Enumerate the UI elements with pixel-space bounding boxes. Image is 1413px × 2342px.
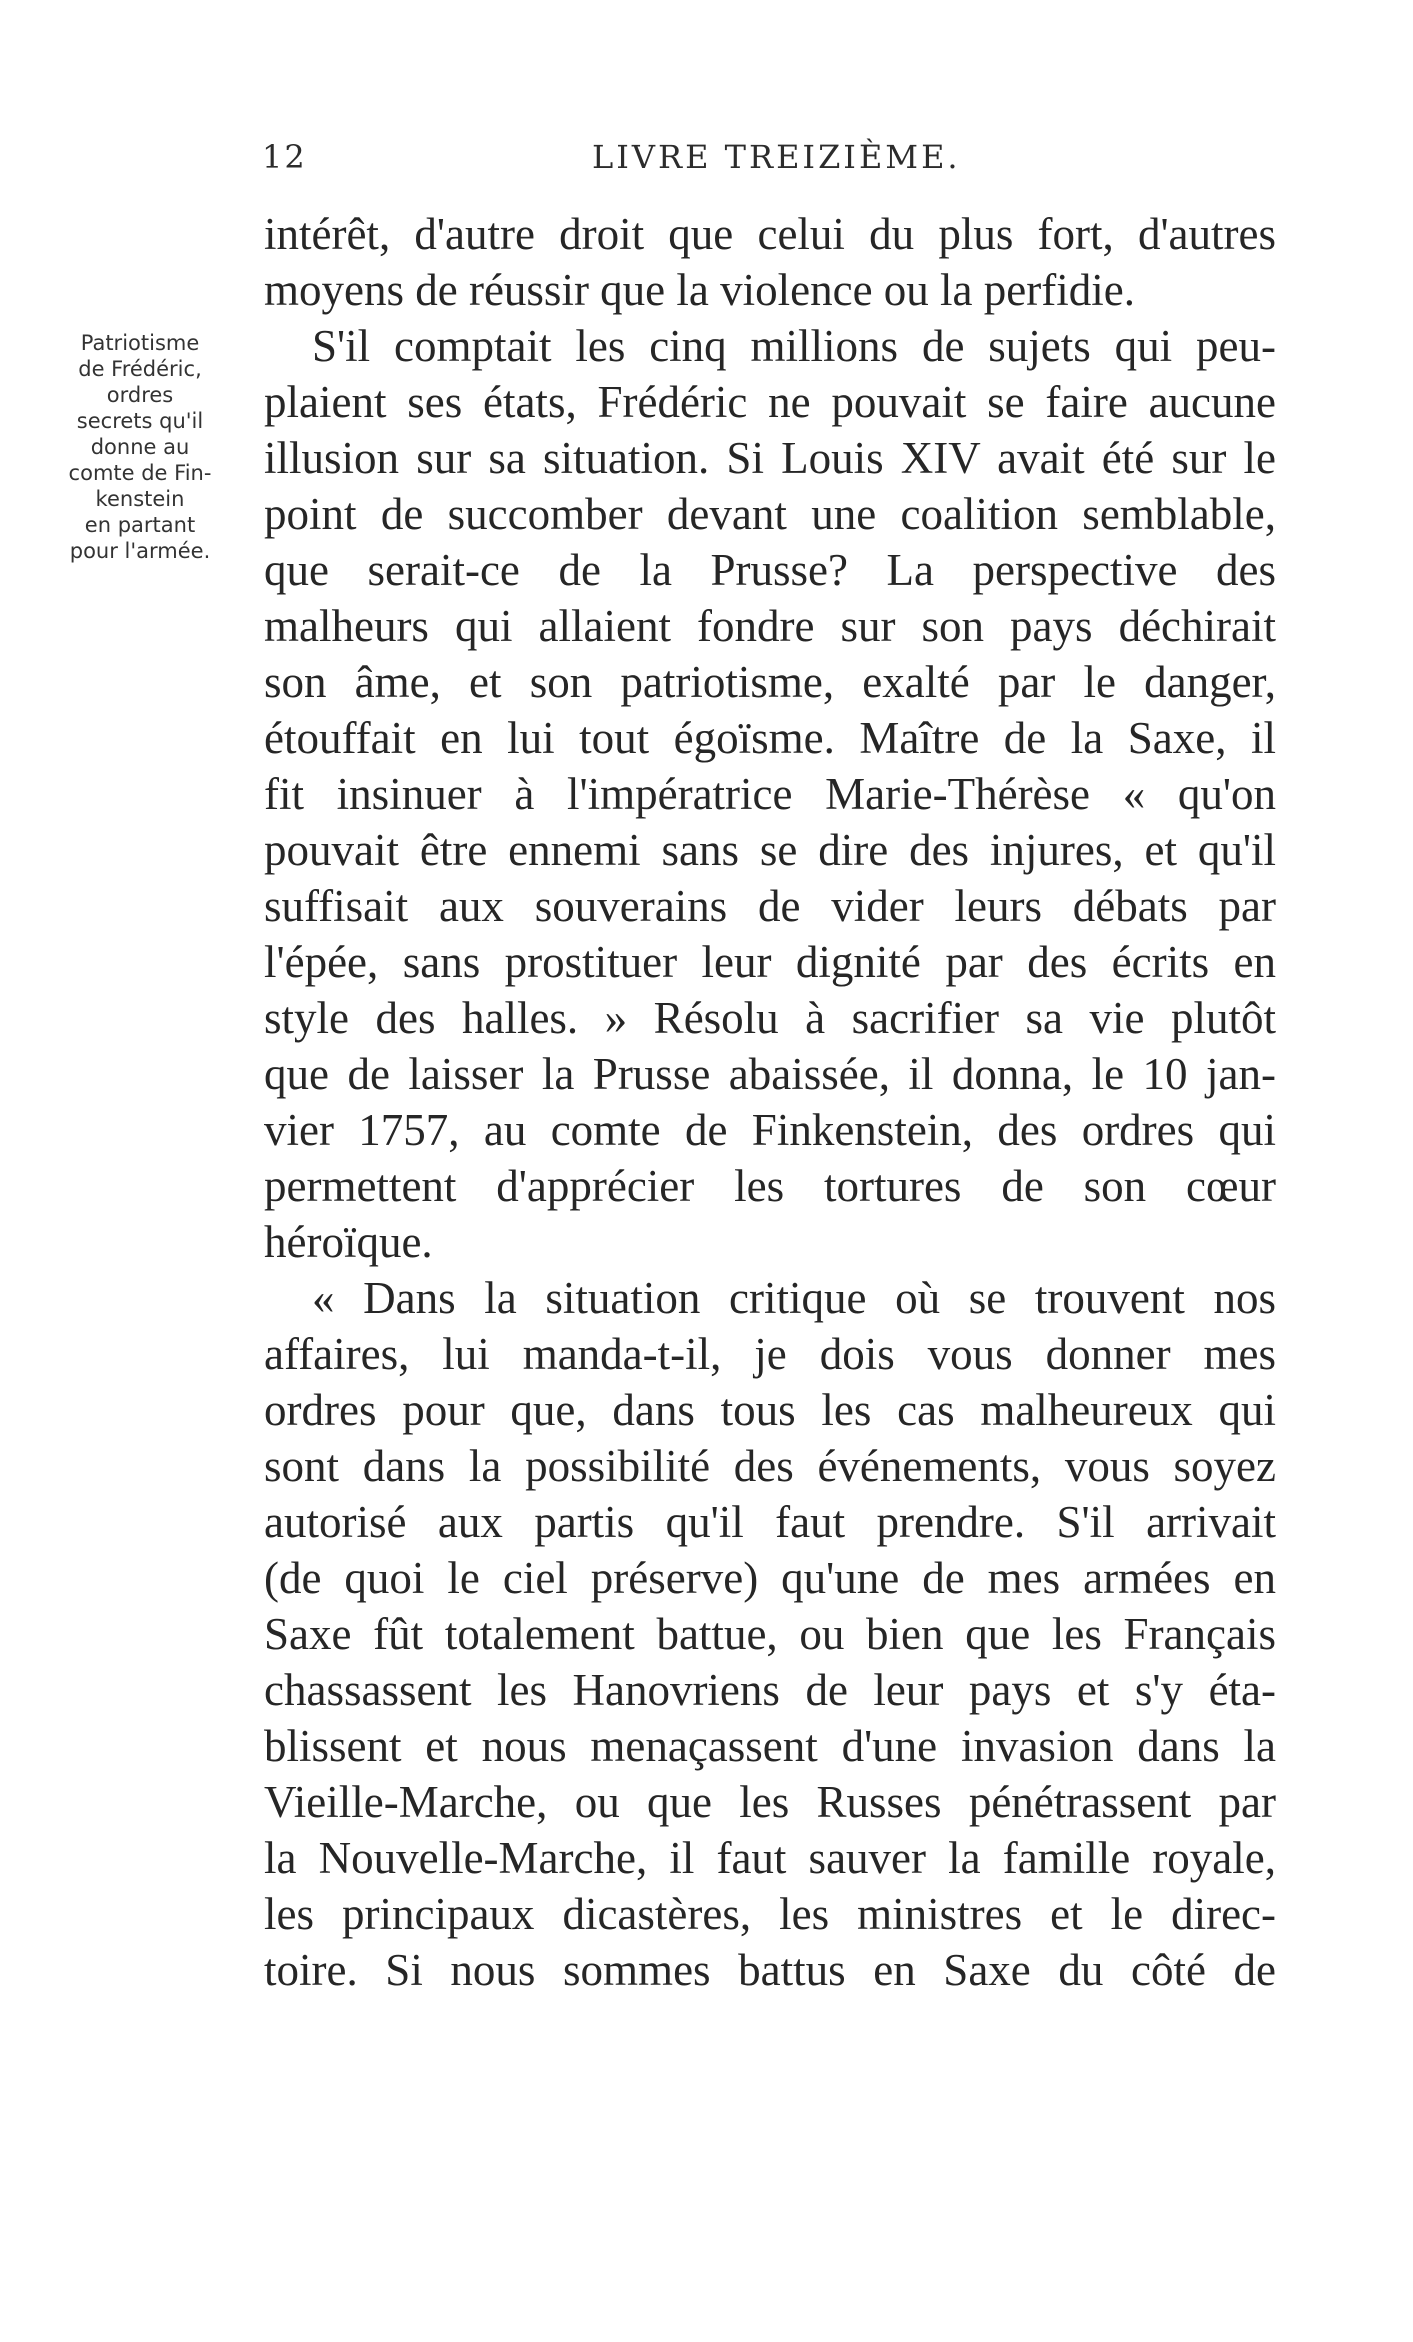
text-line: que serait-ce de la Prusse? La perspective des bbox=[264, 545, 1276, 595]
text-line: intérêt, d'autre droit que celui du plus fort, d'autres bbox=[264, 209, 1276, 259]
text-line: toire. Si nous sommes battus en Saxe du côté de bbox=[264, 1945, 1276, 1995]
margin-note-line: secrets qu'il bbox=[76, 409, 204, 433]
text-line: Saxe fût totalement battue, ou bien que les Français bbox=[264, 1609, 1276, 1659]
text-line: illusion sur sa situation. Si Louis XIV avait été sur le bbox=[264, 433, 1276, 483]
text-line: blissent et nous menaçassent d'une invasion dans la bbox=[264, 1721, 1276, 1771]
margin-note-line: donne au bbox=[90, 435, 190, 459]
text-line: (de quoi le ciel préserve) qu'une de mes armées en bbox=[264, 1553, 1276, 1603]
text-line: étouffait en lui tout égoïsme. Maître de la Saxe, il bbox=[264, 713, 1276, 763]
text-line: affaires, lui manda-t-il, je dois vous donner mes bbox=[264, 1329, 1276, 1379]
margin-note-line: Patriotisme bbox=[80, 331, 200, 355]
margin-note-line: ordres bbox=[106, 383, 174, 407]
text-line: fit insinuer à l'impératrice Marie-Thérèse « qu'on bbox=[264, 769, 1276, 819]
text-line: Vieille-Marche, ou que les Russes pénétrassent par bbox=[264, 1777, 1276, 1827]
page-header bbox=[262, 138, 1272, 188]
page-number: 12 bbox=[262, 138, 307, 176]
running-title: LIVRE TREIZIÈME. bbox=[592, 138, 961, 176]
text-line: sont dans la possibilité des événements, vous soyez bbox=[264, 1441, 1276, 1491]
text-line: héroïque. bbox=[264, 1217, 433, 1267]
text-line: vier 1757, au comte de Finkenstein, des ordres qui bbox=[264, 1105, 1276, 1155]
text-line: plaient ses états, Frédéric ne pouvait se faire aucune bbox=[264, 377, 1276, 427]
text-line: S'il comptait les cinq millions de sujets qui peu- bbox=[312, 321, 1276, 371]
text-line: ordres pour que, dans tous les cas malheureux qui bbox=[264, 1385, 1276, 1435]
margin-note-line: de Frédéric, bbox=[78, 357, 202, 381]
text-line: permettent d'apprécier les tortures de son cœur bbox=[264, 1161, 1276, 1211]
margin-note-line: pour l'armée. bbox=[69, 539, 211, 563]
text-line: style des halles. » Résolu à sacrifier sa vie plutôt bbox=[264, 993, 1276, 1043]
text-line: la Nouvelle-Marche, il faut sauver la famille royale, bbox=[264, 1833, 1276, 1883]
text-line: l'épée, sans prostituer leur dignité par des écrits en bbox=[264, 937, 1276, 987]
body-text bbox=[264, 206, 1276, 1998]
text-line: moyens de réussir que la violence ou la perfidie. bbox=[264, 265, 1135, 315]
text-line: « Dans la situation critique où se trouvent nos bbox=[312, 1273, 1276, 1323]
text-line: autorisé aux partis qu'il faut prendre. S'il arrivait bbox=[264, 1497, 1276, 1547]
margin-note-line: kenstein bbox=[95, 487, 185, 511]
margin-note bbox=[40, 330, 240, 564]
text-line: chassassent les Hanovriens de leur pays et s'y éta- bbox=[264, 1665, 1276, 1715]
text-line: son âme, et son patriotisme, exalté par le danger, bbox=[264, 657, 1276, 707]
margin-note-line: en partant bbox=[84, 513, 196, 537]
text-line: suffisait aux souverains de vider leurs débats par bbox=[264, 881, 1276, 931]
text-line: les principaux dicastères, les ministres et le direc- bbox=[264, 1889, 1276, 1939]
text-line: malheurs qui allaient fondre sur son pays déchirait bbox=[264, 601, 1276, 651]
text-line: point de succomber devant une coalition semblable, bbox=[264, 489, 1276, 539]
text-line: que de laisser la Prusse abaissée, il donna, le 10 jan- bbox=[264, 1049, 1276, 1099]
margin-note-line: comte de Fin- bbox=[68, 461, 212, 485]
text-line: pouvait être ennemi sans se dire des injures, et qu'il bbox=[264, 825, 1276, 875]
